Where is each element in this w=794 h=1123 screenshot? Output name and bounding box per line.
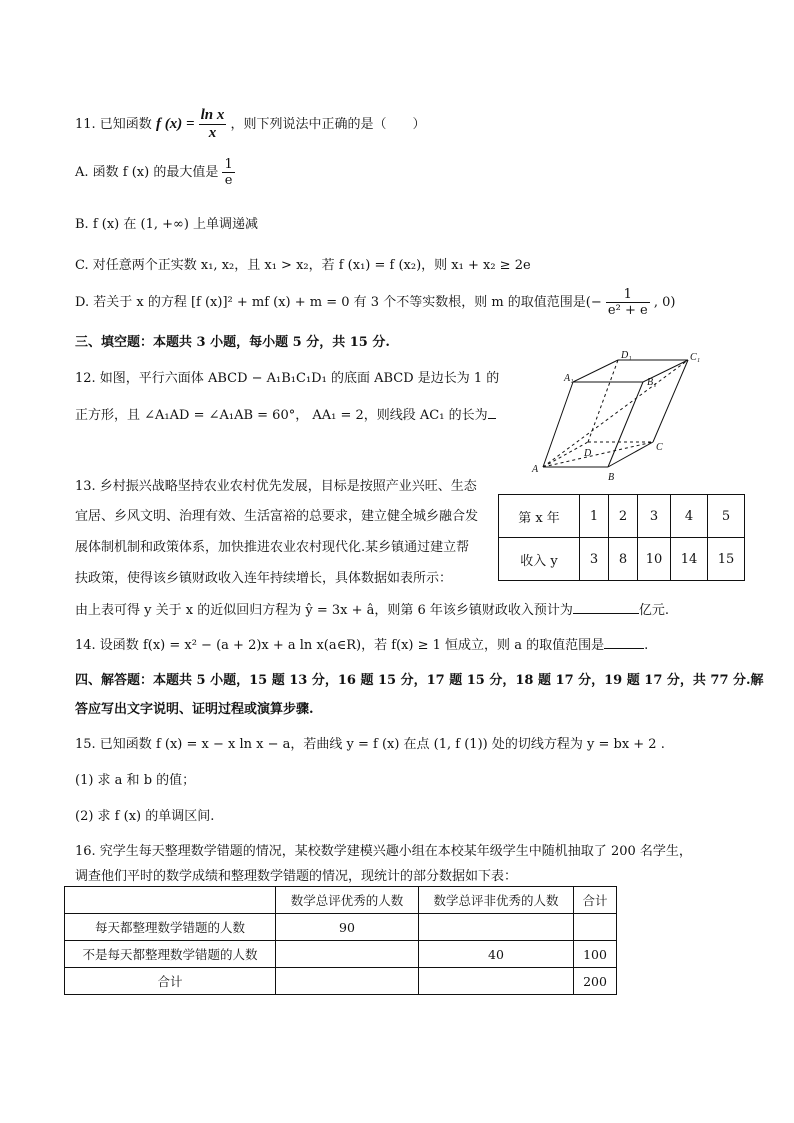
q11-option-a-fraction bbox=[222, 157, 234, 188]
q13-conclusion-unit: 亿元. bbox=[638, 603, 670, 618]
q16-line-1: 16. 究学生每天整理数学错题的情况，某校数学建模兴趣小组在本校某年级学生中随机抽取了 200 名学生， bbox=[75, 844, 692, 859]
table-row-label: 不是每天都整理数学错题的人数 bbox=[65, 941, 276, 968]
q12-line-1: 12. 如图，平行六面体 ABCD − A₁B₁C₁D₁ 的底面 ABCD 是边长为 1 的 bbox=[75, 371, 500, 386]
table-row bbox=[65, 941, 617, 968]
q11-option-d-num: 1 bbox=[606, 287, 650, 303]
q16-line-2: 调查他们平时的数学成绩和整理数学错题的情况，现统计的部分数据如下表： bbox=[75, 869, 518, 884]
table-header-cell: 数学总评非优秀的人数 bbox=[419, 887, 574, 914]
table-row bbox=[499, 495, 745, 538]
label-D1: D₁ bbox=[621, 350, 632, 361]
q11-option-d-tail: , 0) bbox=[653, 295, 676, 310]
section-4-heading-line-1: 四、解答题：本题共 5 小题，15 题 13 分，16 题 15 分，17 题 15 分，18 题 17 分，19 题 17 分，共 77 分.解 bbox=[75, 673, 764, 688]
q15-part-1: (1) 求 a 和 b 的值； bbox=[75, 773, 196, 788]
table-cell: 5 bbox=[708, 495, 745, 538]
q11-stem-tail: ，则下列说法中正确的是（ ） bbox=[230, 117, 426, 132]
table-cell bbox=[419, 914, 574, 941]
table-cell bbox=[419, 968, 574, 995]
edge-BB1 bbox=[608, 382, 643, 467]
q11-option-c: C. 对任意两个正实数 x₁, x₂，且 x₁ > x₂，若 f (x₁) = f (x₂)，则 x₁ + x₂ ≥ 2e bbox=[75, 258, 531, 273]
table-cell: 100 bbox=[574, 941, 617, 968]
q11-stem bbox=[75, 107, 426, 142]
label-D: D bbox=[584, 448, 592, 459]
q11-fraction-denominator: x bbox=[208, 125, 217, 141]
table-header-year: 第 x 年 bbox=[499, 495, 580, 538]
section-4-heading-line-2: 答应写出文字说明、证明过程或演算步骤. bbox=[75, 702, 314, 717]
table-row bbox=[65, 914, 617, 941]
q11-option-d-fraction bbox=[606, 287, 650, 318]
q15-part-2: (2) 求 f (x) 的单调区间. bbox=[75, 809, 215, 824]
table-cell: 15 bbox=[708, 538, 745, 581]
q14-text: 14. 设函数 f(x) = x² − (a + 2)x + a ln x(a∈R)，若 f(x) ≥ 1 恒成立，则 a 的取值范围是 bbox=[75, 638, 605, 653]
table-cell: 200 bbox=[574, 968, 617, 995]
table-cell: 14 bbox=[671, 538, 708, 581]
table-header-cell bbox=[65, 887, 276, 914]
table-row bbox=[65, 887, 617, 914]
q13-line-3: 展体制机制和政策体系，加快推进农业农村现代化.某乡镇通过建立帮 bbox=[75, 540, 470, 555]
edge-BC bbox=[608, 442, 653, 467]
table-cell: 4 bbox=[671, 495, 708, 538]
table-cell: 2 bbox=[609, 495, 638, 538]
table-cell: 1 bbox=[580, 495, 609, 538]
table-row-label: 合计 bbox=[65, 968, 276, 995]
q11-option-a bbox=[75, 157, 235, 188]
q14-tail: . bbox=[644, 638, 649, 653]
table-cell bbox=[276, 968, 419, 995]
table-cell bbox=[276, 941, 419, 968]
table-row bbox=[65, 968, 617, 995]
table-header-cell: 合计 bbox=[574, 887, 617, 914]
q11-option-d-den: e² + e bbox=[607, 303, 648, 318]
edge-AA1 bbox=[543, 382, 573, 467]
q14-answer-blank bbox=[604, 648, 644, 649]
table-row bbox=[499, 538, 745, 581]
q11-option-a-num: 1 bbox=[224, 157, 233, 172]
label-B1: B₁ bbox=[647, 377, 657, 388]
label-A1: A₁ bbox=[564, 373, 574, 384]
q11-fraction-numerator: ln x bbox=[200, 107, 225, 123]
q11-option-a-text: A. 函数 f (x) 的最大值是 bbox=[75, 165, 219, 180]
table-cell: 8 bbox=[609, 538, 638, 581]
q13-line-4: 扶政策，使得该乡镇财政收入连年持续增长，具体数据如表所示： bbox=[75, 571, 453, 586]
q11-option-d-text: D. 若关于 x 的方程 [f (x)]² + mf (x) + m = 0 有 3 个不等实数根，则 m 的取值范围是(− bbox=[75, 295, 602, 310]
table-header-cell: 数学总评优秀的人数 bbox=[276, 887, 419, 914]
q11-option-a-den: e bbox=[224, 173, 233, 188]
q12-answer-blank bbox=[488, 418, 496, 419]
q14-stem bbox=[75, 634, 648, 653]
table-cell: 40 bbox=[419, 941, 574, 968]
table-header-income: 收入 y bbox=[499, 538, 580, 581]
q13-line-2: 宜居、乡风文明、治理有效、生活富裕的总要求，建立健全城乡融合发 bbox=[75, 509, 479, 524]
q11-option-b: B. f (x) 在 (1, +∞) 上单调递减 bbox=[75, 217, 259, 232]
section-3-heading: 三、填空题：本题共 3 小题，每小题 5 分，共 15 分. bbox=[75, 335, 390, 350]
q16-data-table bbox=[64, 886, 617, 995]
q12-line-2-text: 正方形，且 ∠A₁AD = ∠A₁AB = 60°， AA₁ = 2，则线段 AC₁ 的长为 bbox=[75, 408, 488, 423]
q11-function-lhs: f (x) = bbox=[155, 116, 195, 132]
q12-line-2 bbox=[75, 404, 496, 423]
q13-conclusion bbox=[75, 599, 669, 618]
table-cell: 3 bbox=[580, 538, 609, 581]
table-cell: 90 bbox=[276, 914, 419, 941]
q13-data-table bbox=[498, 494, 745, 581]
q11-stem-lead: 11. 已知函数 bbox=[75, 117, 152, 132]
edge-AD bbox=[543, 442, 588, 467]
q13-answer-blank bbox=[573, 613, 639, 614]
q13-conclusion-text: 由上表可得 y 关于 x 的近似回归方程为 ŷ = 3x + â，则第 6 年该乡镇财政收入预计为 bbox=[75, 603, 573, 618]
q13-line-1: 13. 乡村振兴战略坚持农业农村优先发展，目标是按照产业兴旺、生态 bbox=[75, 479, 477, 494]
table-cell: 3 bbox=[638, 495, 671, 538]
parallelepiped-figure bbox=[530, 348, 710, 488]
label-C1: C₁ bbox=[690, 352, 701, 363]
label-C: C bbox=[656, 442, 663, 453]
q11-function-fraction bbox=[199, 107, 227, 142]
table-cell bbox=[574, 914, 617, 941]
label-B: B bbox=[608, 472, 615, 483]
q15-stem: 15. 已知函数 f (x) = x − x ln x − a，若曲线 y = f (x) 在点 (1, f (1)) 处的切线方程为 y = bx + 2 . bbox=[75, 737, 665, 752]
q11-option-d bbox=[75, 287, 675, 318]
table-cell: 10 bbox=[638, 538, 671, 581]
label-A: A bbox=[532, 464, 539, 475]
table-row-label: 每天都整理数学错题的人数 bbox=[65, 914, 276, 941]
